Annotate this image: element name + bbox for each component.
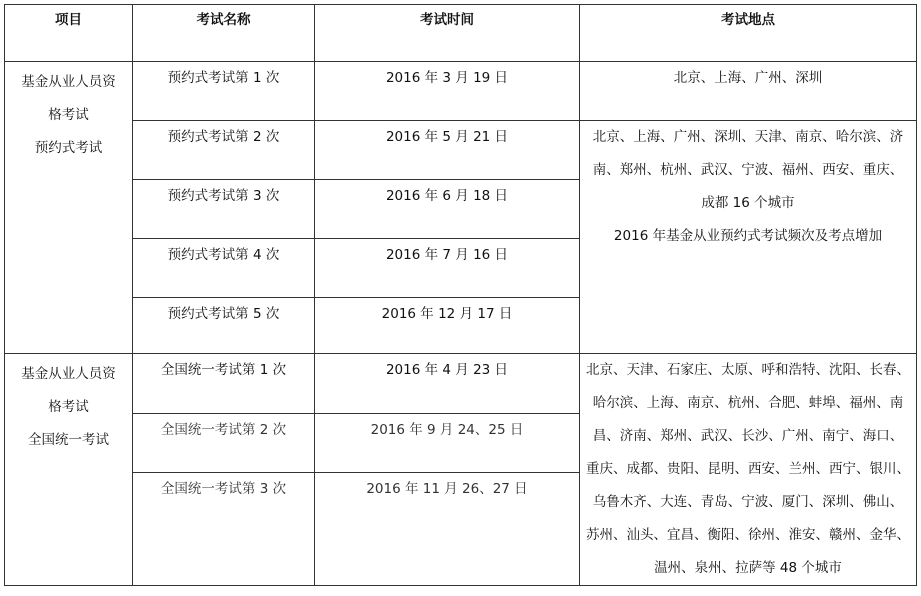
project-line: 全国统一考试 bbox=[28, 432, 109, 448]
exam-date-cell: 2016 年 5 月 21 日 bbox=[315, 121, 580, 180]
exam-name-cell: 预约式考试第 3 次 bbox=[133, 180, 315, 239]
exam-name-cell: 预约式考试第 1 次 bbox=[133, 62, 315, 121]
exam-date-cell: 2016 年 12 月 17 日 bbox=[315, 298, 580, 354]
exam-name-cell: 预约式考试第 4 次 bbox=[133, 239, 315, 298]
exam-date-cell: 2016 年 9 月 24、25 日 bbox=[315, 414, 580, 473]
exam-schedule-table bbox=[4, 4, 917, 586]
exam-name-cell: 全国统一考试第 1 次 bbox=[133, 354, 315, 414]
exam-name-cell: 预约式考试第 5 次 bbox=[133, 298, 315, 354]
project-cell-appointment bbox=[5, 62, 133, 354]
location-line: 重庆、成都、贵阳、昆明、西安、兰州、西宁、银川、 bbox=[586, 461, 910, 477]
table-row bbox=[5, 62, 917, 121]
header-project: 项目 bbox=[5, 5, 133, 62]
project-line: 预约式考试 bbox=[34, 140, 103, 156]
exam-date-cell: 2016 年 6 月 18 日 bbox=[315, 180, 580, 239]
location-line: 成都 16 个城市 bbox=[701, 195, 795, 211]
exam-location-cell-merged bbox=[580, 121, 917, 354]
project-line: 基金从业人员资 bbox=[21, 74, 116, 90]
location-line: 南、郑州、杭州、武汉、宁波、福州、西安、重庆、 bbox=[592, 162, 904, 178]
location-note: 2016 年基金从业预约式考试频次及考点增加 bbox=[613, 228, 883, 244]
project-line: 基金从业人员资 bbox=[21, 366, 116, 382]
exam-location-cell-national bbox=[580, 354, 917, 586]
project-line: 格考试 bbox=[48, 107, 89, 123]
location-line: 苏州、汕头、宜昌、衡阳、徐州、淮安、赣州、金华、 bbox=[586, 527, 910, 543]
location-line: 昌、济南、郑州、武汉、长沙、广州、南宁、海口、 bbox=[592, 428, 904, 444]
exam-location-cell: 北京、上海、广州、深圳 bbox=[580, 62, 917, 121]
location-line: 哈尔滨、上海、南京、杭州、合肥、蚌埠、福州、南 bbox=[592, 395, 904, 411]
exam-date-cell: 2016 年 11 月 26、27 日 bbox=[315, 473, 580, 586]
table-header-row bbox=[5, 5, 917, 62]
project-cell-national bbox=[5, 354, 133, 586]
location-line: 温州、泉州、拉萨等 48 个城市 bbox=[654, 560, 842, 576]
header-exam-time: 考试时间 bbox=[315, 5, 580, 62]
location-line: 北京、天津、石家庄、太原、呼和浩特、沈阳、长春、 bbox=[586, 362, 910, 378]
exam-name-cell: 预约式考试第 2 次 bbox=[133, 121, 315, 180]
location-line: 乌鲁木齐、大连、青岛、宁波、厦门、深圳、佛山、 bbox=[592, 494, 904, 510]
header-exam-location: 考试地点 bbox=[580, 5, 917, 62]
location-line: 北京、上海、广州、深圳、天津、南京、哈尔滨、济 bbox=[592, 129, 904, 145]
exam-name-cell: 全国统一考试第 2 次 bbox=[133, 414, 315, 473]
header-exam-name: 考试名称 bbox=[133, 5, 315, 62]
exam-name-cell: 全国统一考试第 3 次 bbox=[133, 473, 315, 586]
project-line: 格考试 bbox=[48, 399, 89, 415]
table-row bbox=[5, 354, 917, 414]
exam-date-cell: 2016 年 3 月 19 日 bbox=[315, 62, 580, 121]
exam-date-cell: 2016 年 7 月 16 日 bbox=[315, 239, 580, 298]
table-row bbox=[5, 121, 917, 180]
exam-date-cell: 2016 年 4 月 23 日 bbox=[315, 354, 580, 414]
